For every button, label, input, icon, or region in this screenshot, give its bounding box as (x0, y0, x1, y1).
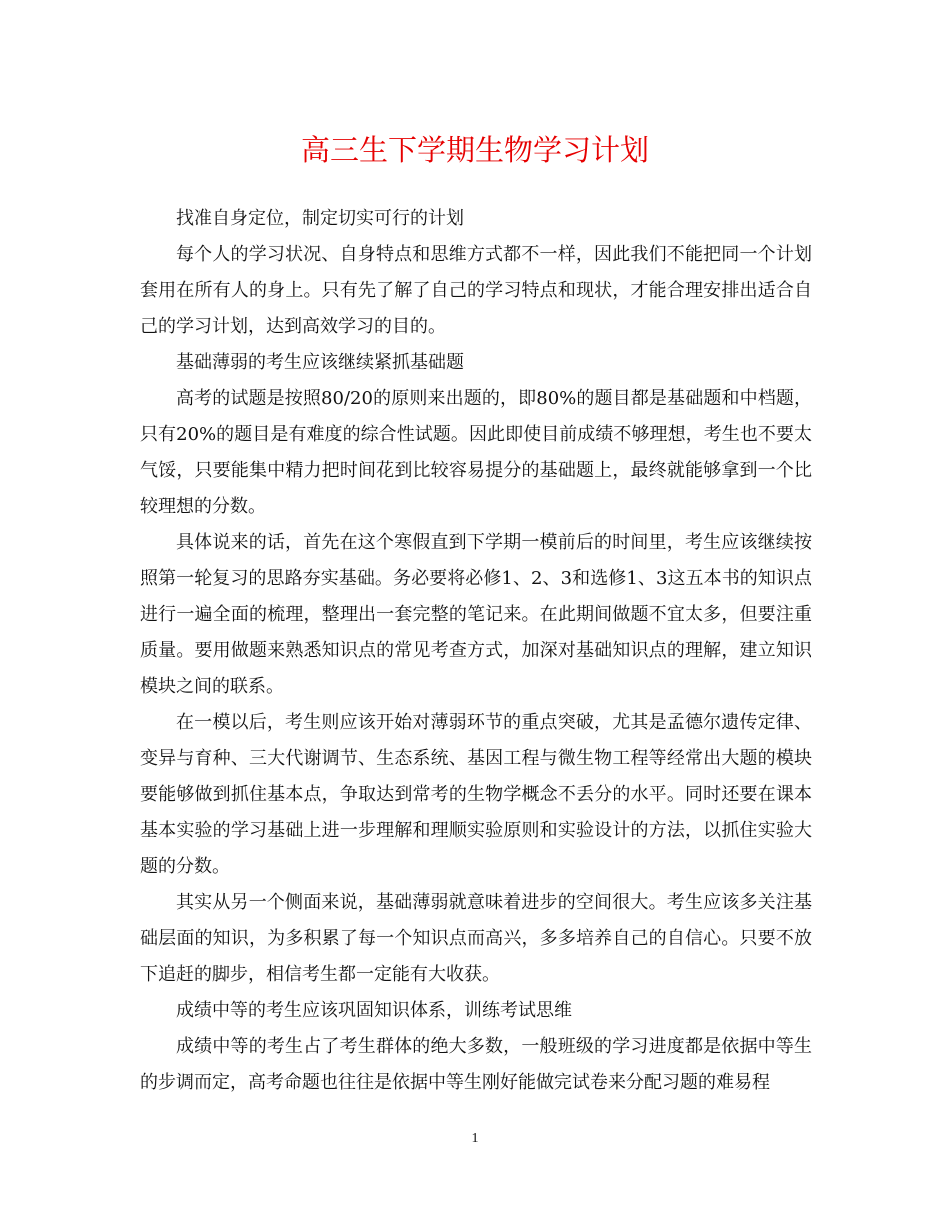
page-number: 1 (471, 1131, 479, 1146)
paragraph: 成绩中等的考生应该巩固知识体系，训练考试思维 (176, 1000, 572, 1021)
paragraph: 其实从另一个侧面来说，基础薄弱就意味着进步的空间很大。考生应该多关注基础层面的知识，为多积累了每一个知识点而高兴，多多培养自己的自信心。只要不放下追赶的脚步，相信考生都一定能有大收获。 (140, 892, 812, 985)
document-body (140, 201, 812, 1101)
paragraph: 找准自身定位，制定切实可行的计划 (176, 208, 464, 229)
paragraph: 基础薄弱的考生应该继续紧抓基础题 (176, 352, 464, 373)
document-title: 高三生下学期生物学习计划 (300, 133, 649, 167)
paragraph: 在一模以后，考生则应该开始对薄弱环节的重点突破，尤其是孟德尔遗传定律、变异与育种、三大代谢调节、生态系统、基因工程与微生物工程等经常出大题的模块要能够做到抓住基本点，争取达到常考的生物学概念不丢分的水平。同时还要在课本基本实验的学习基础上进一步理解和理顺实验原则和实验设计的方法，以抓住实验大题的分数。 (140, 712, 812, 877)
paragraph: 成绩中等的考生占了考生群体的绝大多数，一般班级的学习进度都是依据中等生的步调而定，高考命题也往往是依据中等生刚好能做完试卷来分配习题的难易程 (140, 1036, 812, 1093)
paragraph: 每个人的学习状况、自身特点和思维方式都不一样，因此我们不能把同一个计划套用在所有人的身上。只有先了解了自己的学习特点和现状，才能合理安排出适合自己的学习计划，达到高效学习的目的。 (140, 244, 812, 337)
paragraph: 具体说来的话，首先在这个寒假直到下学期一模前后的时间里，考生应该继续按照第一轮复习的思路夯实基础。务必要将必修1、2、3和选修1、3这五本书的知识点进行一遍全面的梳理，整理出一套完整的笔记来。在此期间做题不宜太多，但要注重质量。要用做题来熟悉知识点的常见考查方式，加深对基础知识点的理解，建立知识模块之间的联系。 (140, 532, 812, 697)
paragraph: 高考的试题是按照80/20的原则来出题的，即80%的题目都是基础题和中档题，只有20%的题目是有难度的综合性试题。因此即使目前成绩不够理想，考生也不要太气馁，只要能集中精力把时间花到比较容易提分的基础题上，最终就能够拿到一个比较理想的分数。 (140, 388, 812, 517)
